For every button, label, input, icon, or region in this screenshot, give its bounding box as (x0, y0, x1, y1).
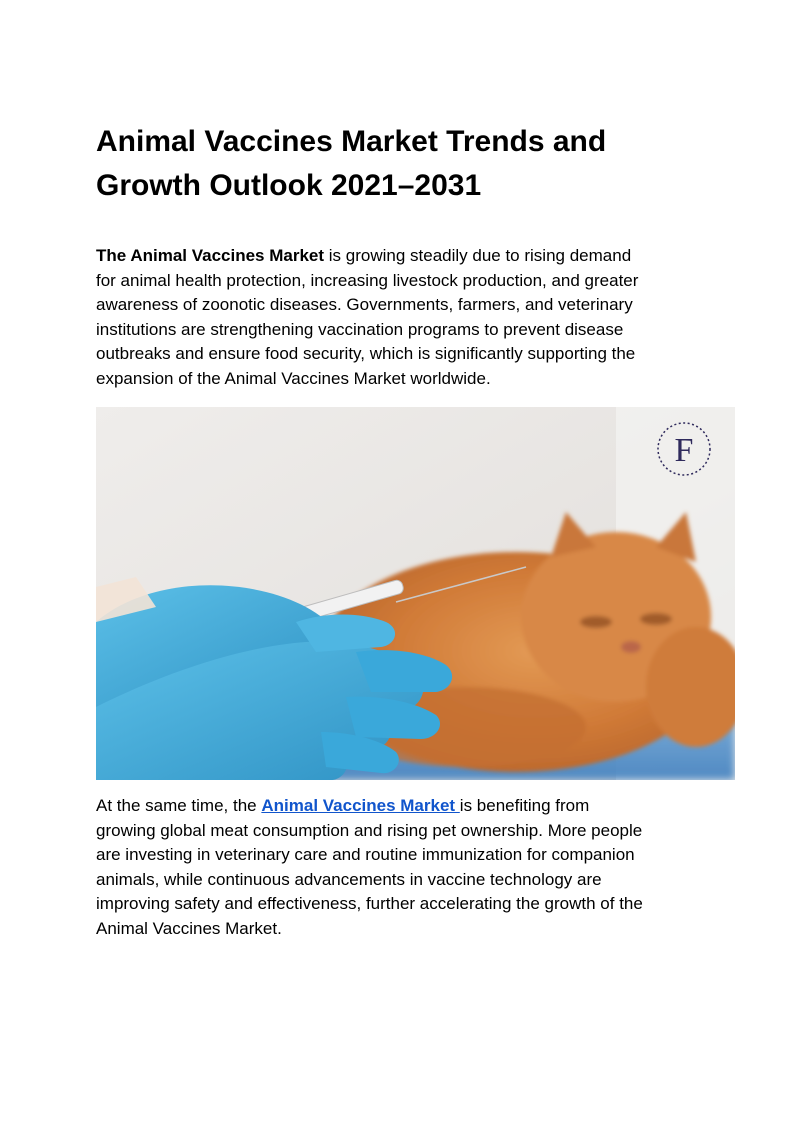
body-line-6: Animal Vaccines Market. (96, 918, 282, 938)
body-paragraph (96, 794, 736, 941)
intro-bold-lead: The Animal Vaccines Market (96, 246, 325, 265)
body-line-4: animals, while continuous advancements in vaccine technology are (96, 869, 602, 889)
page-title (96, 120, 736, 208)
logo-letter: F (674, 432, 694, 469)
intro-line-2: for animal health protection, increasing livestock production, and greater (96, 270, 639, 290)
article (96, 120, 736, 941)
intro-line-6: expansion of the Animal Vaccines Market worldwide. (96, 368, 491, 388)
intro-paragraph (96, 244, 736, 391)
vaccination-illustration (96, 407, 735, 780)
title-line-2: Growth Outlook 2021–2031 (96, 169, 482, 202)
title-line-1: Animal Vaccines Market Trends and (96, 125, 607, 158)
body-line-2: growing global meat consumption and rising pet ownership. More people (96, 820, 643, 840)
intro-line-1: is growing steadily due to rising demand (324, 246, 632, 265)
vaccination-photo (96, 407, 735, 780)
intro-line-4: institutions are strengthening vaccination programs to prevent disease (96, 319, 624, 339)
body-line-5: improving safety and effectiveness, further accelerating the growth of the (96, 894, 643, 913)
body-line-1-prefix: At the same time, the (96, 796, 262, 815)
animal-vaccines-market-link[interactable]: Animal Vaccines Market (261, 796, 460, 815)
body-line-3: are investing in veterinary care and routine immunization for companion (96, 845, 635, 864)
body-line-1-suffix: is benefiting from (459, 796, 590, 815)
intro-line-5: outbreaks and ensure food security, which is significantly supporting the (96, 344, 636, 363)
intro-line-3: awareness of zoonotic diseases. Governments, farmers, and veterinary (96, 295, 633, 314)
